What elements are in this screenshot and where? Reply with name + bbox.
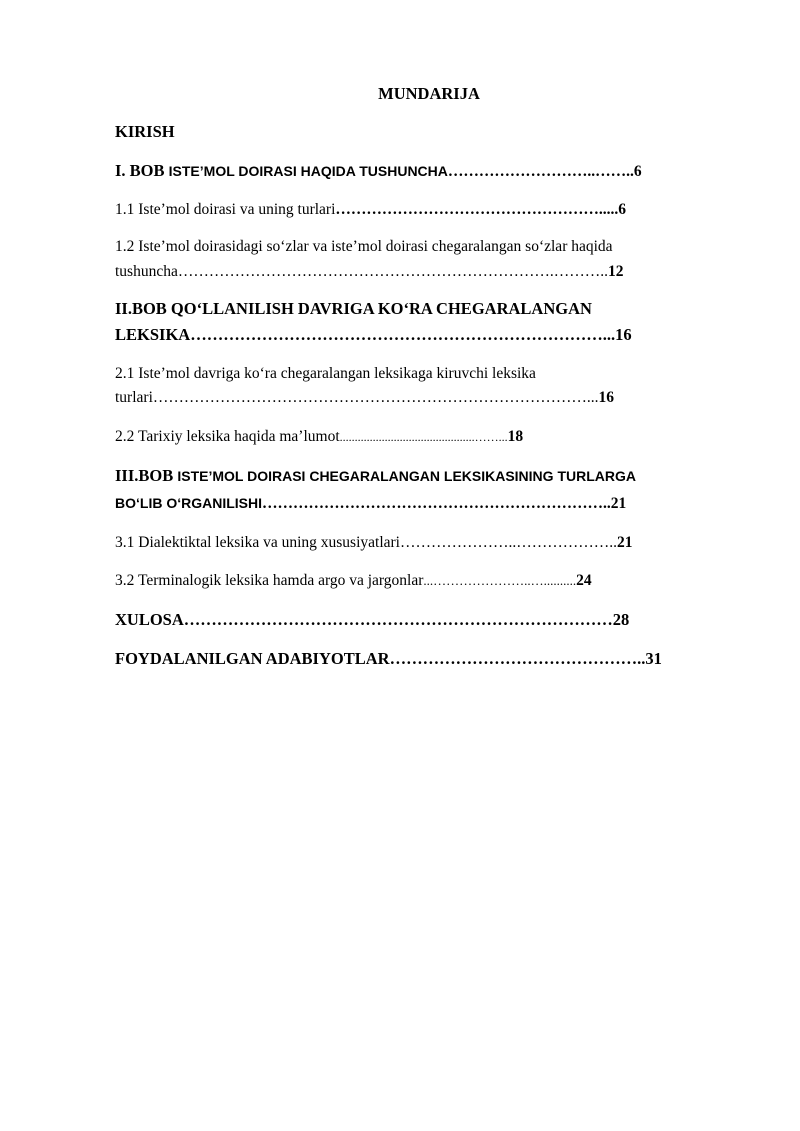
toc-entry-1-2 xyxy=(115,236,613,258)
toc-entry-3-2 xyxy=(115,570,592,592)
toc-entry-1-1 xyxy=(115,199,626,221)
leader-dots: .............................................……... xyxy=(339,430,508,444)
page-number: 6 xyxy=(618,201,627,218)
page-number: 21 xyxy=(610,495,627,512)
leader-dots: …………………………………………………………………... xyxy=(190,325,616,344)
toc-entry-xulosa xyxy=(115,609,629,631)
section-title-line1: 2.1 Iste’mol davriga ko‘ra chegaralangan leksikaga kiruvchi leksika xyxy=(115,365,536,382)
toc-entry-kirish xyxy=(115,121,175,143)
toc-entry-3-1 xyxy=(115,532,632,554)
page-number: 18 xyxy=(507,428,524,445)
section-title: XULOSA xyxy=(115,610,184,629)
section-title-line2: tushuncha xyxy=(115,263,178,280)
toc-entry-chapter-1 xyxy=(115,160,642,183)
toc-entry-chapter-2-cont xyxy=(115,324,632,346)
toc-entry-chapter-3-cont xyxy=(115,492,626,515)
toc-entry-chapter-3 xyxy=(115,465,636,488)
section-title-line2: turlari xyxy=(115,389,153,406)
leader-dots: ……………………………………………………………….……….. xyxy=(177,263,608,280)
chapter-title-line2: BO‘LIB O‘RGANILISHI xyxy=(115,495,262,511)
chapter-prefix: I. BOB xyxy=(115,161,169,180)
toc-entry-2-1 xyxy=(115,363,536,385)
toc-entry-chapter-2 xyxy=(115,298,592,320)
chapter-title-line2: LEKSIKA xyxy=(115,325,191,344)
chapter-title: ISTE’MOL DOIRASI HAQIDA TUSHUNCHA xyxy=(168,163,448,179)
section-title: 3.1 Dialektiktal leksika va uning xususiyatlari xyxy=(115,534,400,551)
leader-dots: ………………………………………………………….. xyxy=(262,495,611,512)
leader-dots: ………………………..…….. xyxy=(447,163,634,180)
leader-dots: …………………………………………………………………… xyxy=(183,610,613,629)
toc-entry-2-2 xyxy=(115,426,523,448)
leader-dots: ……………………………………….. xyxy=(389,649,646,668)
section-title: 1.1 Iste’mol doirasi va uning turlari xyxy=(115,201,336,218)
leader-dots: ……………………………………………..... xyxy=(335,201,619,218)
toc-entry-2-1-cont xyxy=(115,387,614,409)
section-title: 2.2 Tarixiy leksika haqida ma’lumot xyxy=(115,428,340,445)
page-number: 24 xyxy=(576,572,592,589)
page-number: 16 xyxy=(598,389,614,406)
section-title: 3.2 Terminalogik leksika hamda argo va jargonlar xyxy=(115,572,424,589)
page-number: 21 xyxy=(616,534,633,551)
leader-dots: …………………..……………….. xyxy=(399,534,617,551)
chapter-title-line1: II.BOB QO‘LLANILISH DAVRIGA KO‘RA CHEGARALANGAN xyxy=(115,299,592,318)
page-number: 28 xyxy=(612,610,630,629)
leader-dots: ...…………………..….......... xyxy=(423,573,577,588)
chapter-title-line1: ISTE’MOL DOIRASI CHEGARALANGAN LEKSIKASINING TURLARGA xyxy=(177,468,636,484)
page-number: 31 xyxy=(645,649,662,668)
leader-dots: …………………………………………………………………………... xyxy=(152,389,599,406)
toc-entry-bibliography xyxy=(115,648,662,670)
chapter-prefix: III.BOB xyxy=(115,466,178,485)
page-number: 12 xyxy=(607,263,624,280)
toc-title: MUNDARIJA xyxy=(378,84,480,103)
page-number: 16 xyxy=(615,325,632,344)
section-title-line1: 1.2 Iste’mol doirasidagi so‘zlar va iste’mol doirasi chegaralangan so‘zlar haqida xyxy=(115,238,613,255)
page-number: 6 xyxy=(633,163,642,180)
toc-entry-text: KIRISH xyxy=(115,122,175,141)
section-title: FOYDALANILGAN ADABIYOTLAR xyxy=(115,649,390,668)
toc-entry-1-2-cont xyxy=(115,261,623,283)
